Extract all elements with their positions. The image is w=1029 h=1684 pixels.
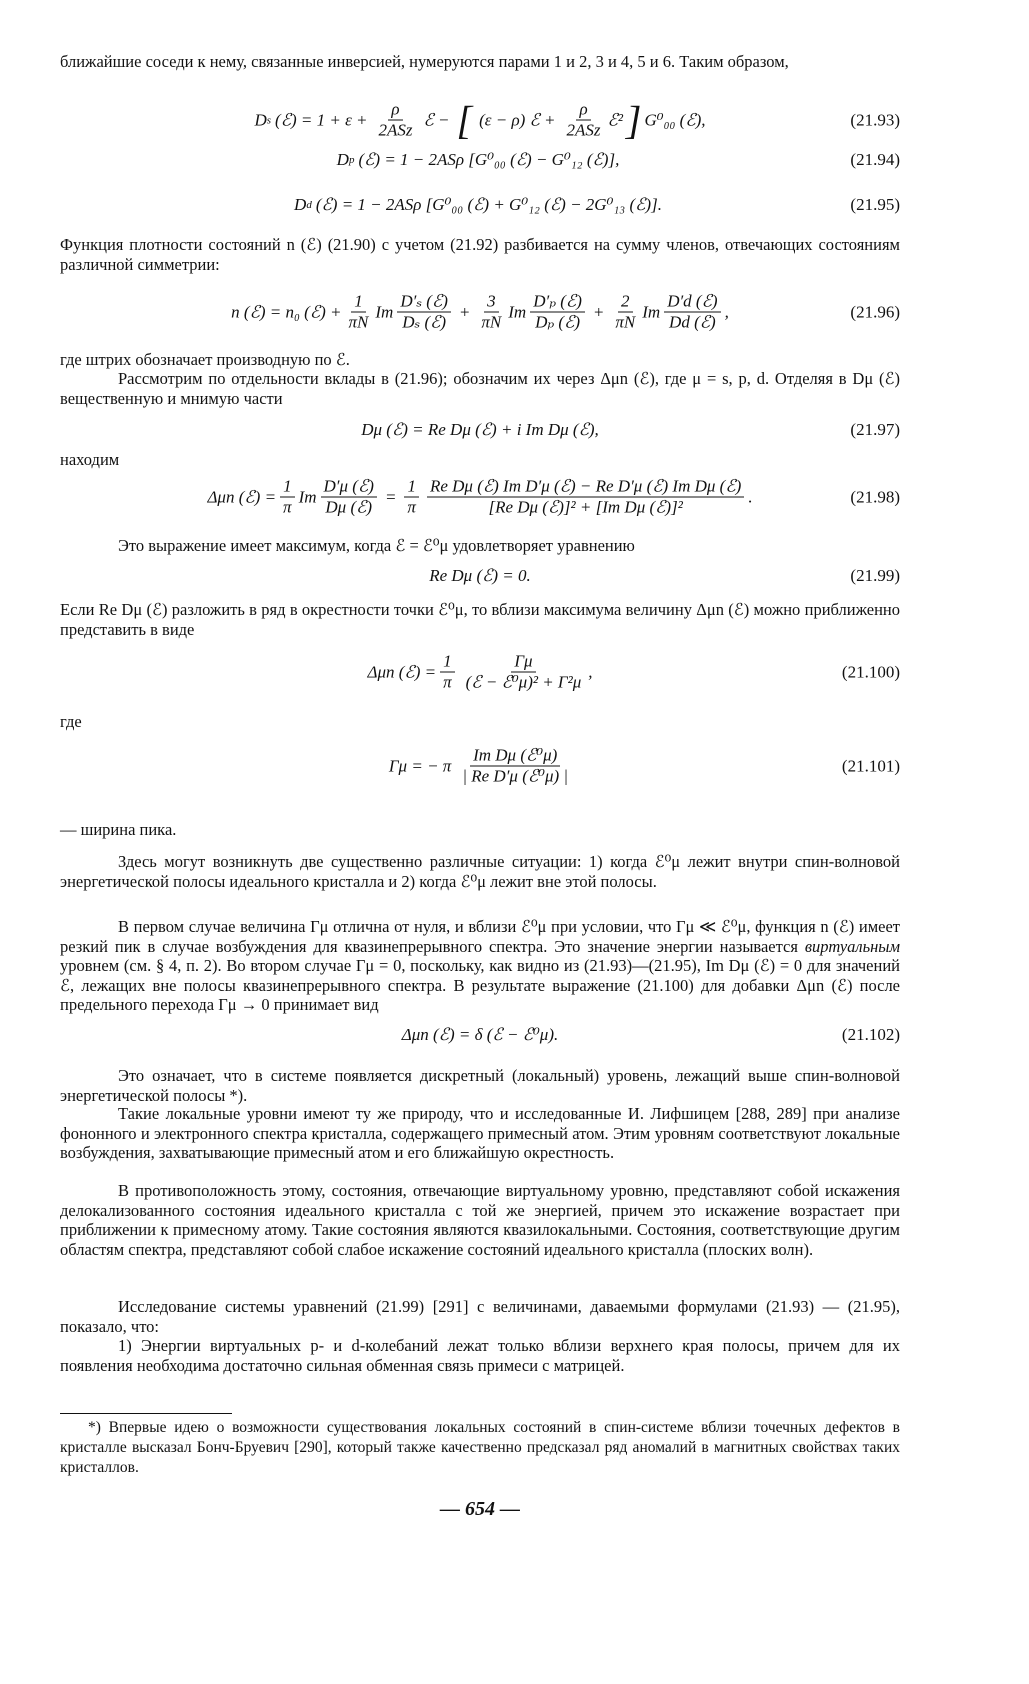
denominator: π (443, 672, 452, 692)
fraction (440, 652, 455, 693)
fraction (612, 292, 638, 333)
equation-number: (21.101) (841, 756, 900, 775)
eq-subscript: d (306, 199, 312, 211)
numerator: ρ (576, 100, 590, 121)
numerator: Γμ (511, 652, 535, 673)
eq-term: . (748, 487, 753, 506)
eq-term: Δμn (ℰ) = (207, 487, 277, 506)
equation-number: (21.93) (850, 110, 900, 129)
paragraph-contributions: Рассмотрим по отдельности вклады в (21.96); обозначим их через Δμn (ℰ), где μ = s, p, d. Отделяя в Dμ (ℰ) вещественную и мнимую части (60, 369, 900, 408)
paragraph-two-situations: Здесь могут возникнуть две существенно различные ситуации: 1) когда ℰ⁰μ лежит внутри спин-волновой энергетической полосы идеального кристалла и 2) когда ℰ⁰μ лежит вне этой полосы. (60, 852, 900, 891)
equation-21-94 (60, 150, 900, 170)
fraction (459, 746, 571, 787)
eq-term: (ℰ) = 1 − 2ASρ [G⁰₀₀ (ℰ) − G⁰₁₂ (ℰ)], (358, 150, 620, 169)
paragraph-we-find: находим (60, 450, 120, 469)
equation-number: (21.95) (850, 195, 900, 214)
fraction (397, 292, 451, 333)
text-run: уровнем (см. § 4, п. 2). Во втором случае Γμ = 0, поскольку, как видно из (21.93)—(21.95), Im Dμ (ℰ) = 0 для значений ℰ, лежащих вне полосы квазинепрерывного спектра. В результате выражение (21.100) для добавки Δμn (ℰ) после предельного перехода Γμ → 0 принимает вид (60, 956, 900, 1014)
equation-number: (21.99) (850, 566, 900, 585)
denominator: | Re D′μ (ℰ⁰μ) | (462, 766, 569, 786)
text-run: В первом случае величина Γμ отлична от нуля, и вблизи ℰ⁰μ при условии, что Γμ ≪ ℰ⁰μ, функция n (ℰ) имеет резкий пик в случае возбуждения для квазинепрерывного спектра. Это значение энергии называется (60, 917, 900, 956)
fraction (427, 477, 744, 518)
numerator: D′ₚ (ℰ) (530, 292, 585, 313)
paragraph-where: где (60, 712, 82, 731)
denominator: (ℰ − ℰ⁰μ)² + Γ²μ (465, 672, 582, 692)
denominator: π (407, 497, 416, 517)
denominator: Dμ (ℰ) (325, 497, 373, 517)
numerator: D′ₛ (ℰ) (397, 292, 451, 313)
numerator: 3 (484, 292, 499, 313)
paragraph-intro: ближайшие соседи к нему, связанные инверсией, нумеруются парами 1 и 2, 3 и 4, 5 и 6. Таким образом, (60, 52, 789, 71)
numerator: 1 (351, 292, 366, 313)
numerator: Re Dμ (ℰ) Im D′μ (ℰ) − Re D′μ (ℰ) Im Dμ (ℰ) (427, 477, 744, 498)
numerator: Im Dμ (ℰ⁰μ) (470, 746, 560, 767)
eq-term: Γμ = − π (388, 756, 452, 775)
equation-21-96 (60, 292, 900, 333)
numerator: D′d (ℰ) (664, 292, 720, 313)
emphasized-term: виртуальным (804, 936, 900, 956)
fraction (478, 292, 504, 333)
eq-term: (ε − ρ) ℰ + (479, 110, 556, 129)
footnote: *) Впервые идею о возможности существования локальных состояний в спин-системе вблизи точечных дефектов в кристалле высказал Бонч-Бруевич [290], который также качественно предсказал ряд аномалий в магнитных свойствах таких кристаллов. (60, 1419, 900, 1476)
paragraph-expansion: Если Re Dμ (ℰ) разложить в ряд в окрестности точки ℰ⁰μ, то вблизи максимума величину Δμn (ℰ) можно приближенно представить в виде (60, 600, 900, 639)
bracket: ] (625, 97, 642, 142)
eq-term: D (336, 150, 349, 169)
fraction (530, 292, 585, 333)
equation-21-95 (60, 195, 900, 215)
equation-21-97 (60, 420, 900, 440)
eq-term: G⁰₀₀ (ℰ), (644, 110, 706, 129)
eq-term: Im (375, 302, 394, 321)
denominator: Dₛ (ℰ) (402, 312, 447, 332)
fraction (346, 292, 372, 333)
equation-number: (21.98) (850, 487, 900, 506)
denominator: π (283, 497, 292, 517)
fraction (280, 477, 295, 518)
eq-term: D (254, 110, 267, 129)
paragraph-density-of-states: Функция плотности состояний n (ℰ) (21.90) с учетом (21.92) разбивается на сумму членов, отвечающих состояниям различной симметрии: (60, 235, 900, 274)
numerator: 1 (280, 477, 295, 498)
eq-term: Im (642, 302, 661, 321)
eq-term: , (588, 662, 593, 681)
equation-number: (21.100) (841, 662, 900, 681)
denominator: πN (348, 312, 369, 332)
fraction (463, 652, 585, 693)
equation-21-100 (60, 652, 900, 693)
fraction (564, 100, 604, 141)
fraction (664, 292, 720, 333)
fraction (376, 100, 416, 141)
page-number: — 654 — (440, 1498, 520, 1520)
eq-term: Im (508, 302, 527, 321)
eq-term: Re Dμ (ℰ) = 0. (429, 566, 531, 585)
fraction (321, 477, 377, 518)
equation-number: (21.97) (850, 420, 900, 439)
eq-term: Δμn (ℰ) = (367, 662, 437, 681)
eq-term: n (ℰ) = n₀ (ℰ) + (231, 302, 342, 321)
eq-subscript: s (266, 114, 272, 126)
numerator: ρ (388, 100, 402, 121)
equation-number: (21.94) (850, 150, 900, 169)
paragraph-item-1: 1) Энергии виртуальных p- и d-колебаний лежат только вблизи верхнего края полосы, причем для их появления необходима достаточно сильная обменная связь примеси с матрицей. (60, 1336, 900, 1375)
denominator: 2ASz (566, 120, 601, 140)
denominator: Dd (ℰ) (669, 312, 716, 332)
denominator: [Re Dμ (ℰ)]² + [Im Dμ (ℰ)]² (488, 497, 683, 517)
paragraph-virtual-level: В противоположность этому, состояния, отвечающие виртуальному уровню, представляют собой искажения делокализованного состояния идеального кристалла с той же энергией, причем это искажение возрастает при приближении к примесному атому. Такие состояния являются квазилокальными. Состояния, соответствующие другим областям спектра, представляют собой слабое искажение состояний идеального кристалла (плоских волн). (60, 1181, 900, 1259)
equation-21-101 (60, 746, 900, 787)
fraction (404, 477, 419, 518)
paragraph-local-levels: Такие локальные уровни имеют ту же природу, что и исследованные И. Лифшицем [288, 289] при анализе фононного и электронного спектра кристалла, содержащего примесный атом. Этим уровням соответствуют локальные возбуждения, захватывающие примесный атом и его ближайшую окрестность. (60, 1104, 900, 1162)
eq-term: , (724, 302, 729, 321)
eq-term: Dμ (ℰ) = Re Dμ (ℰ) + i Im Dμ (ℰ), (361, 420, 599, 439)
equation-21-99 (60, 566, 900, 586)
eq-term: + (458, 302, 471, 321)
denominator: Dₚ (ℰ) (535, 312, 581, 332)
paragraph-first-case (60, 917, 900, 1015)
eq-subscript: p (348, 154, 355, 166)
eq-term: Im (298, 487, 317, 506)
paragraph-discrete-level: Это означает, что в системе появляется дискретный (локальный) уровень, лежащий выше спин-волновой энергетической полосы *). (60, 1066, 900, 1105)
paragraph-investigation: Исследование системы уравнений (21.99) [291] с величинами, даваемыми формулами (21.93) — (21.95), показало, что: (60, 1297, 900, 1336)
equation-number: (21.102) (841, 1025, 900, 1044)
numerator: D′μ (ℰ) (321, 477, 377, 498)
denominator: πN (481, 312, 502, 332)
eq-term: = (384, 487, 397, 506)
eq-term: (ℰ) = 1 + ε + (275, 110, 368, 129)
numerator: 1 (404, 477, 419, 498)
footnote-divider (60, 1413, 232, 1414)
eq-term: ℰ² (607, 110, 623, 129)
denominator: πN (615, 312, 636, 332)
numerator: 1 (440, 652, 455, 673)
equation-21-93 (60, 97, 900, 142)
denominator: 2ASz (378, 120, 413, 140)
eq-term: D (294, 195, 307, 214)
eq-term: Δμn (ℰ) = δ (ℰ − ℰ⁰μ). (401, 1025, 559, 1044)
paragraph-maximum: Это выражение имеет максимум, когда ℰ = ℰ⁰μ удовлетворяет уравнению (118, 536, 635, 555)
equation-number: (21.96) (850, 302, 900, 321)
paragraph-prime-note: где штрих обозначает производную по ℰ. (60, 350, 350, 369)
paragraph-peak-width: — ширина пика. (60, 820, 177, 839)
bracket: [ (456, 97, 473, 142)
eq-term: ℰ − (423, 110, 450, 129)
eq-term: + (592, 302, 605, 321)
equation-21-102 (60, 1025, 900, 1045)
equation-21-98 (60, 477, 900, 518)
numerator: 2 (618, 292, 633, 313)
eq-term: (ℰ) = 1 − 2ASρ [G⁰₀₀ (ℰ) + G⁰₁₂ (ℰ) − 2G⁰₁₃ (ℰ)]. (315, 195, 662, 214)
